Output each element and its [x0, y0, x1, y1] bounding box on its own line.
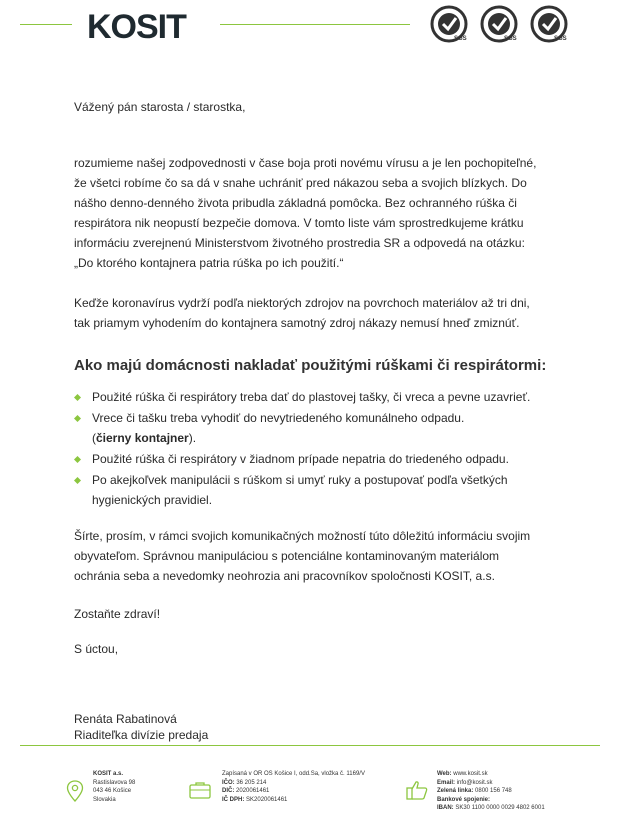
company-logo: KOSIT [87, 8, 186, 46]
footer-divider [20, 745, 600, 746]
thumbs-up-icon [406, 780, 428, 800]
web-link[interactable]: www.kosit.sk [453, 771, 488, 777]
bullet-list [74, 387, 554, 511]
paragraph-2: Keďže koronavírus vydrží podľa niektorých zdrojov na povrchoch materiálov až tri dni, tak priamym vyhodením do kontajnera samotný zdroj nákazy nemusí hneď zmiznúť. [74, 296, 530, 330]
salutation: Vážený pán starosta / starostka, [74, 100, 246, 114]
header-line-right [220, 24, 410, 25]
letterhead [0, 0, 620, 60]
sgs-seal-icon: SGS [430, 5, 468, 43]
bullet-icon [74, 394, 81, 401]
header-line-left [20, 24, 72, 25]
section-heading: Ako majú domácnosti nakladať použitými rúškami či respirátormi: [74, 357, 547, 374]
footer-contact: Web: www.kosit.sk Email: info@kosit.sk Zelená linka: 0800 156 748 Bankové spojenie: IBAN: SK30 1100 0000 0029 4802 6001 [437, 771, 545, 811]
signer-title: Riaditeľka divízie predaja [74, 728, 209, 742]
paragraph-1: rozumieme našej zodpovednosti v čase boja proti novému vírusu a je len pochopiteľné, že všetci robíme čo sa dá v snahe uchrániť pred nákazou seba a svojich blízkych. Do nášho denno-denného života pribudla základná pomôcka. Bez ochranného rúška či respirátora nik neopustí bezpečie domova. V tomto liste vám sprostredkujeme krátku informáciu zverejnenú Ministerstvom životného prostredia SR a odpovedá na otázku: „Do ktorého kontajnera patria rúška po ich použití.“ [74, 156, 537, 270]
list-item: Použité rúška či respirátory v žiadnom prípade nepatria do triedeného odpadu. [74, 449, 554, 469]
list-item: Po akejkoľvek manipulácii s rúškom si umyť ruky a postupovať podľa všetkých hygienických pravidiel. [74, 470, 554, 510]
closing-regards: S úctou, [74, 642, 119, 656]
list-item: Vrece či tašku treba vyhodiť do nevytriedeného komunálneho odpadu. (čierny kontajner). [74, 408, 554, 448]
list-item: Použité rúška či respirátory treba dať do plastovej tašky, či vreca a pevne uzavrieť. [74, 387, 554, 407]
bullet-icon [74, 415, 81, 422]
signer-name: Renáta Rabatinová [74, 712, 177, 726]
bullet-icon [74, 456, 81, 463]
email-link[interactable]: info@kosit.sk [456, 779, 493, 786]
briefcase-icon [189, 781, 211, 799]
paragraph-3: Šírte, prosím, v rámci svojich komunikačných možností túto dôležitú informáciu svojim obyvateľom. Správnou manipuláciou s potenciálne kontaminovaným materiálom ochránia seba a nevedomky neohrozia ani pracovníkov spoločnosti KOSIT, a.s. [74, 529, 531, 583]
closing-wish: Zostaňte zdraví! [74, 607, 161, 621]
footer-address: KOSIT a.s. Rastislavova 98 043 46 Košice Slovakia [93, 771, 136, 803]
sgs-seal-icon: SGS [480, 5, 518, 43]
bullet-icon [74, 477, 81, 484]
location-pin-icon [66, 780, 84, 802]
sgs-seal-icon: SGS [530, 5, 568, 43]
footer-registry: Zapísaná v OR OS Košice I, odd.Sa, vložka č. 1169/V IČO: 36 205 214 DIČ: 2020061461 IČ DPH: SK2020061461 [222, 771, 365, 803]
